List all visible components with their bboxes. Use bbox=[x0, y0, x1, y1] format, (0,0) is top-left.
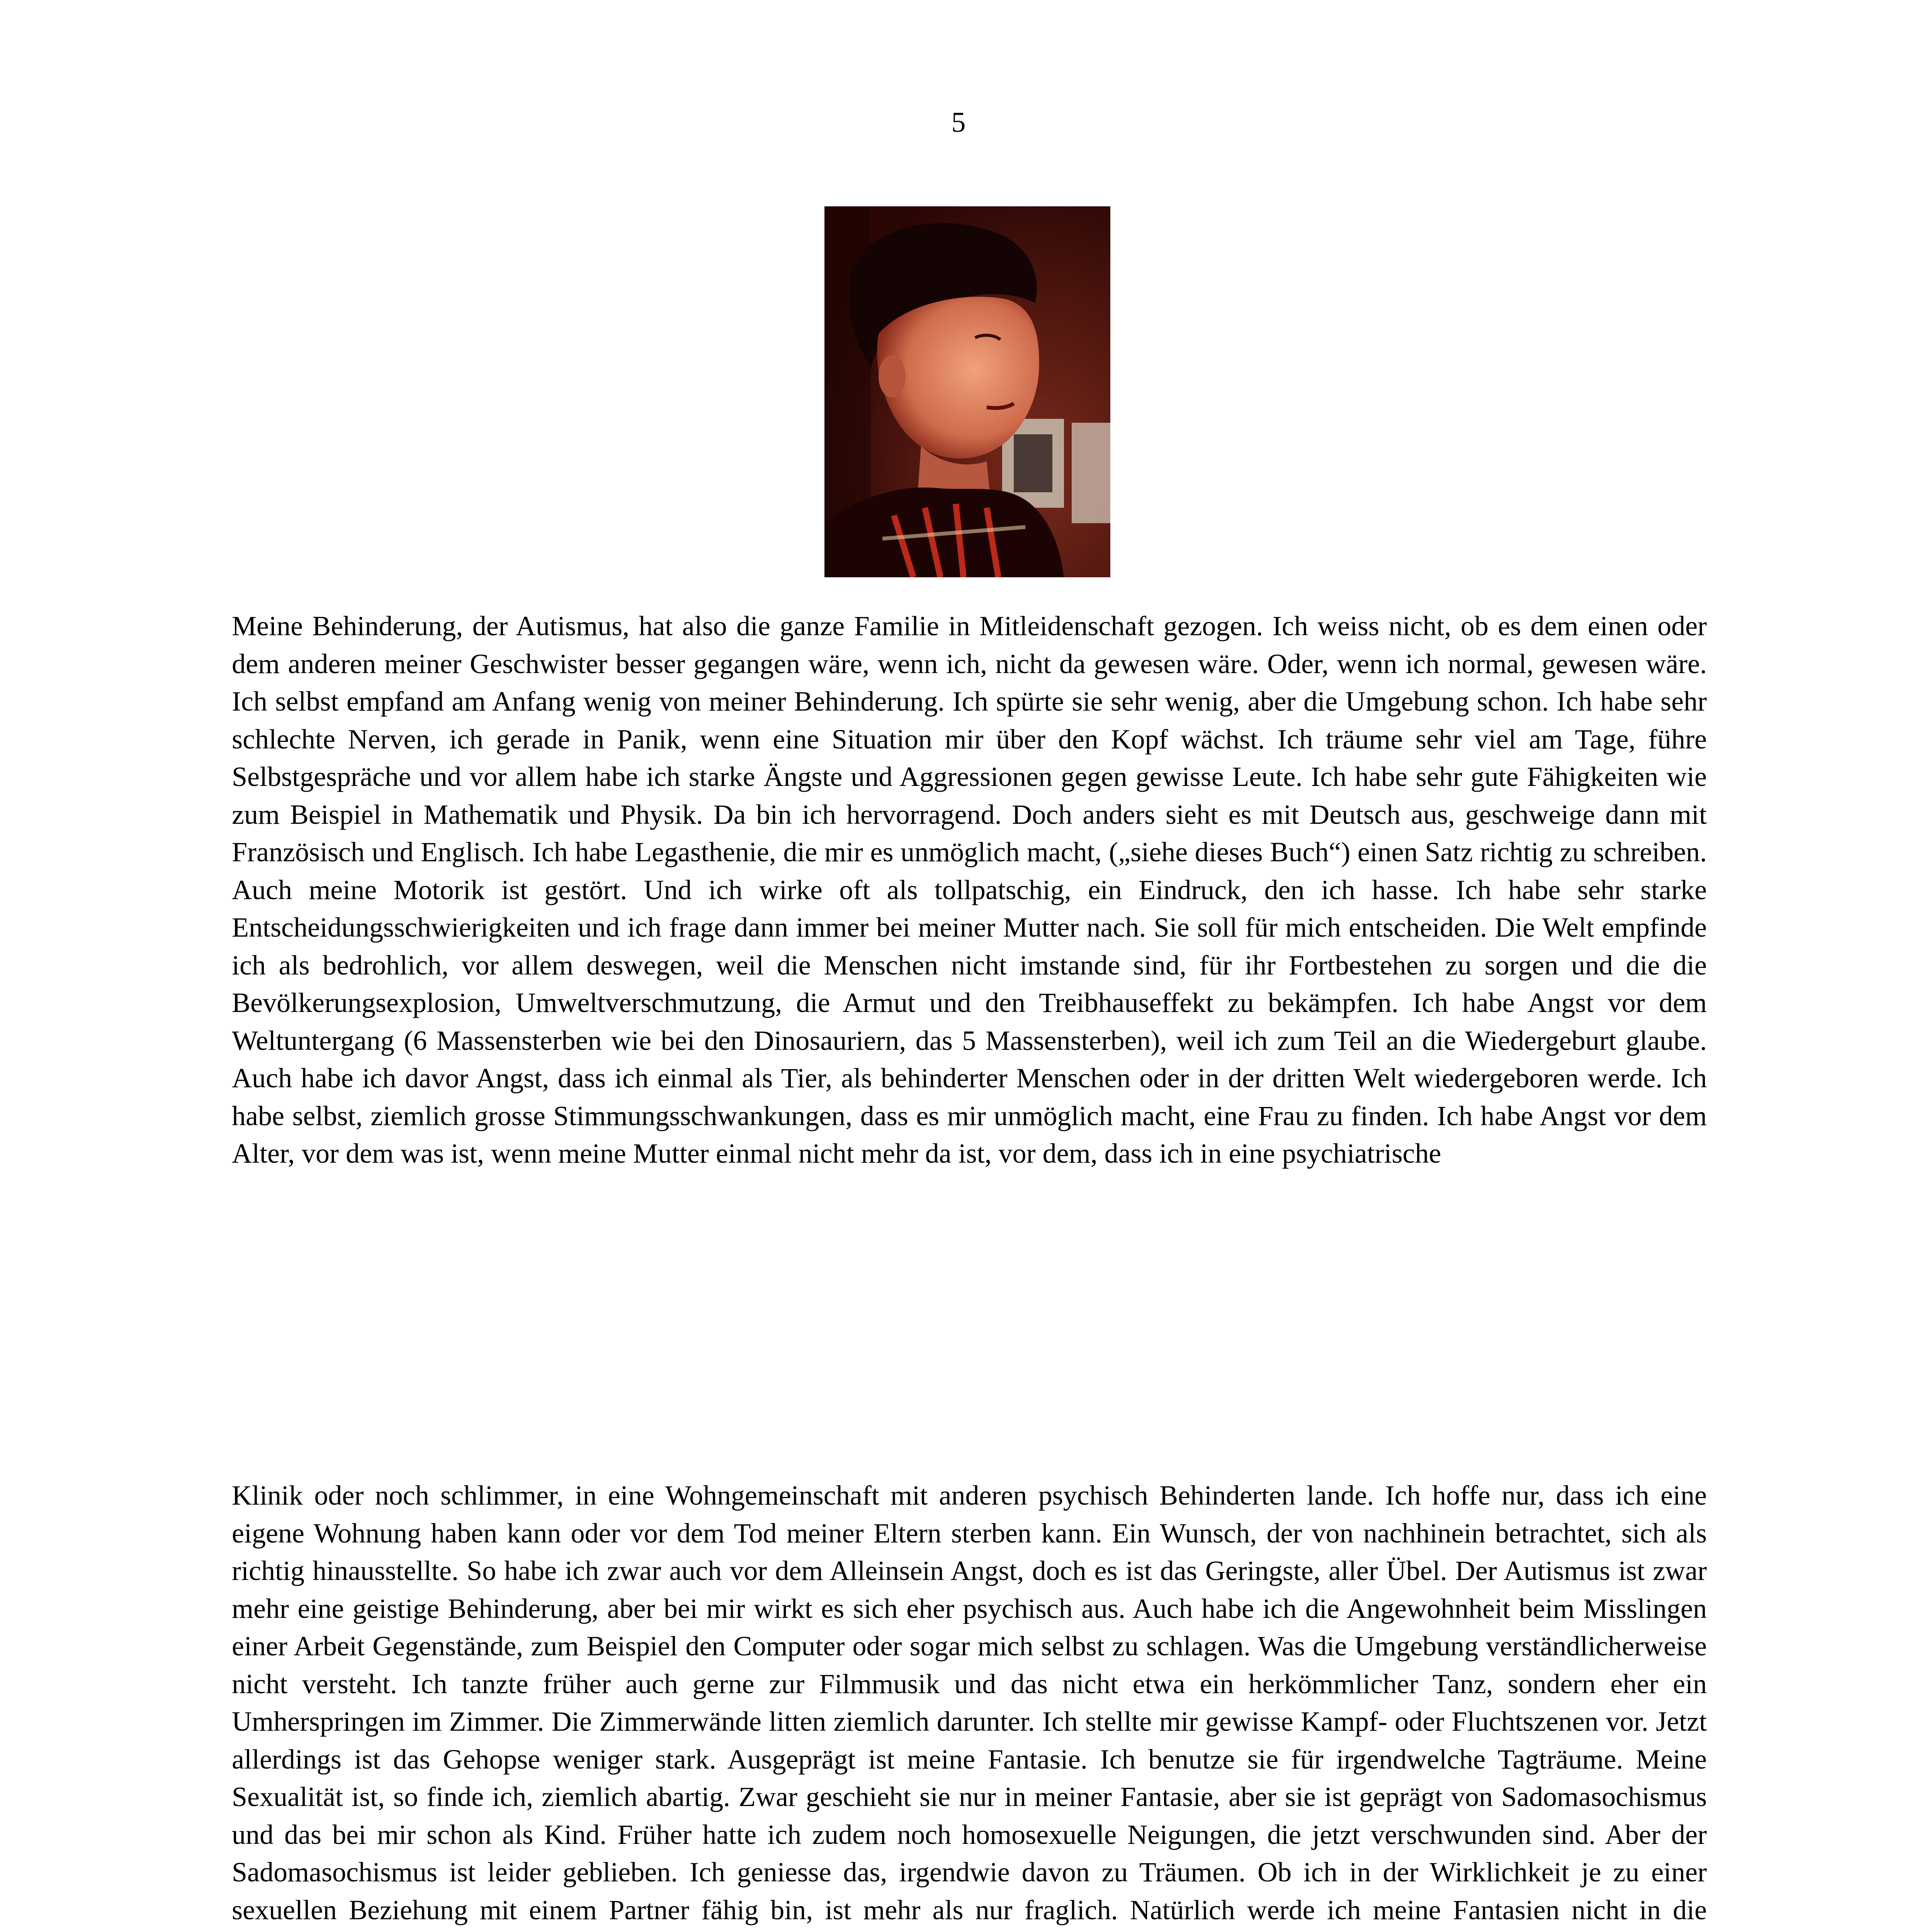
portrait-photo bbox=[824, 206, 1110, 577]
paragraph-2: Klinik oder noch schlimmer, in eine Wohngemeinschaft mit anderen psychisch Behinderten lande. Ich hoffe nur, dass ich eine eigene Wohnung haben kann oder vor dem Tod meiner Eltern sterben kann. Ein Wunsch, der von nachhinein betrachtet, sich als richtig hinausstellte. So habe ich zwar auch vor dem Alleinsein Angst, doch es ist das Geringste, aller Übel. Der Autismus ist zwar mehr eine geistige Behinderung, aber bei mir wirkt es sich eher psychisch aus. Auch habe ich die Angewohnheit beim Misslingen einer Arbeit Gegenstände, zum Beispiel den Computer oder sogar mich selbst zu schlagen. Was die Umgebung verständlicherweise nicht versteht. Ich tanzte früher auch gerne zur Filmmusik und das nicht etwa ein herkömmlicher Tanz, sondern eher ein Umherspringen im Zimmer. Die Zimmerwände litten ziemlich darunter. Ich stellte mir gewisse Kampf- oder Fluchtszenen vor. Jetzt allerdings ist das Gehopse weniger stark. Ausgeprägt ist meine Fantasie. Ich benutze sie für irgendwelche Tagträume. Meine Sexualität ist, so finde ich, ziemlich abartig. Zwar geschieht sie nur in meiner Fantasie, aber sie ist geprägt von Sadomasochismus und das bei mir schon als Kind. Früher hatte ich zudem noch homosexuelle Neigungen, die jetzt verschwunden sind. Aber der Sadomasochismus ist leider geblieben. Ich geniesse das, irgendwie davon zu Träumen. Ob ich in der Wirklichkeit je zu einer sexuellen Beziehung mit einem Partner fähig bin, ist mehr als nur fraglich. Natürlich werde ich meine Fantasien nicht in die bbox=[232, 1480, 1707, 1925]
page-number: 5 bbox=[951, 107, 966, 138]
portrait-photo-icon bbox=[824, 206, 1110, 577]
paragraph-1: Meine Behinderung, der Autismus, hat also die ganze Familie in Mitleidenschaft gezogen. Ich weiss nicht, ob es dem einen oder dem anderen meiner Geschwister besser gegangen wäre, wenn ich, nicht da gewesen wäre. Oder, wenn ich normal, gewesen wäre. Ich selbst empfand am Anfang wenig von meiner Behinderung. Ich spürte sie sehr wenig, aber die Umgebung schon. Ich habe sehr schlechte Nerven, ich gerade in Panik, wenn eine Situation mir über den Kopf wächst. Ich träume sehr viel am Tage, führe Selbstgespräche und vor allem habe ich starke Ängste und Aggressionen gegen gewisse Leute. Ich habe sehr gute Fähigkeiten wie zum Beispiel in Mathematik und Physik. Da bin ich hervorragend. Doch anders sieht es mit Deutsch aus, geschweige dann mit Französisch und Englisch. Ich habe Legasthenie, die mir es unmöglich macht, („siehe dieses Buch“) einen Satz richtig zu schreiben. Auch meine Motorik ist gestört. Und ich wirke oft als tollpatschig, ein Eindruck, den ich hasse. Ich habe sehr starke Entscheidungsschwierigkeiten und ich frage dann immer bei meiner Mutter nach. Sie soll für mich entscheiden. Die Welt empfinde ich als bedrohlich, vor allem deswegen, weil die Menschen nicht imstande sind, für ihr Fortbestehen zu sorgen und die die Bevölkerungsexplosion, Umweltverschmutzung, die Armut und den Treibhauseffekt zu bekämpfen. Ich habe Angst vor dem Weltuntergang (6 Massensterben wie bei den Dinosauriern, das 5 Massensterben), weil ich zum Teil an die Wiedergeburt glaube. Auch habe ich davor Angst, dass ich einmal als Tier, als behinderter Menschen oder in der dritten Welt wiedergeboren werde. Ich habe selbst, ziemlich grosse Stimmungsschwankungen, dass es mir unmöglich macht, eine Frau zu finden. Ich habe Angst vor dem Alter, vor dem was ist, wenn meine Mutter einmal nicht mehr da ist, vor dem, dass ich in eine psychiatrische bbox=[232, 611, 1707, 1169]
